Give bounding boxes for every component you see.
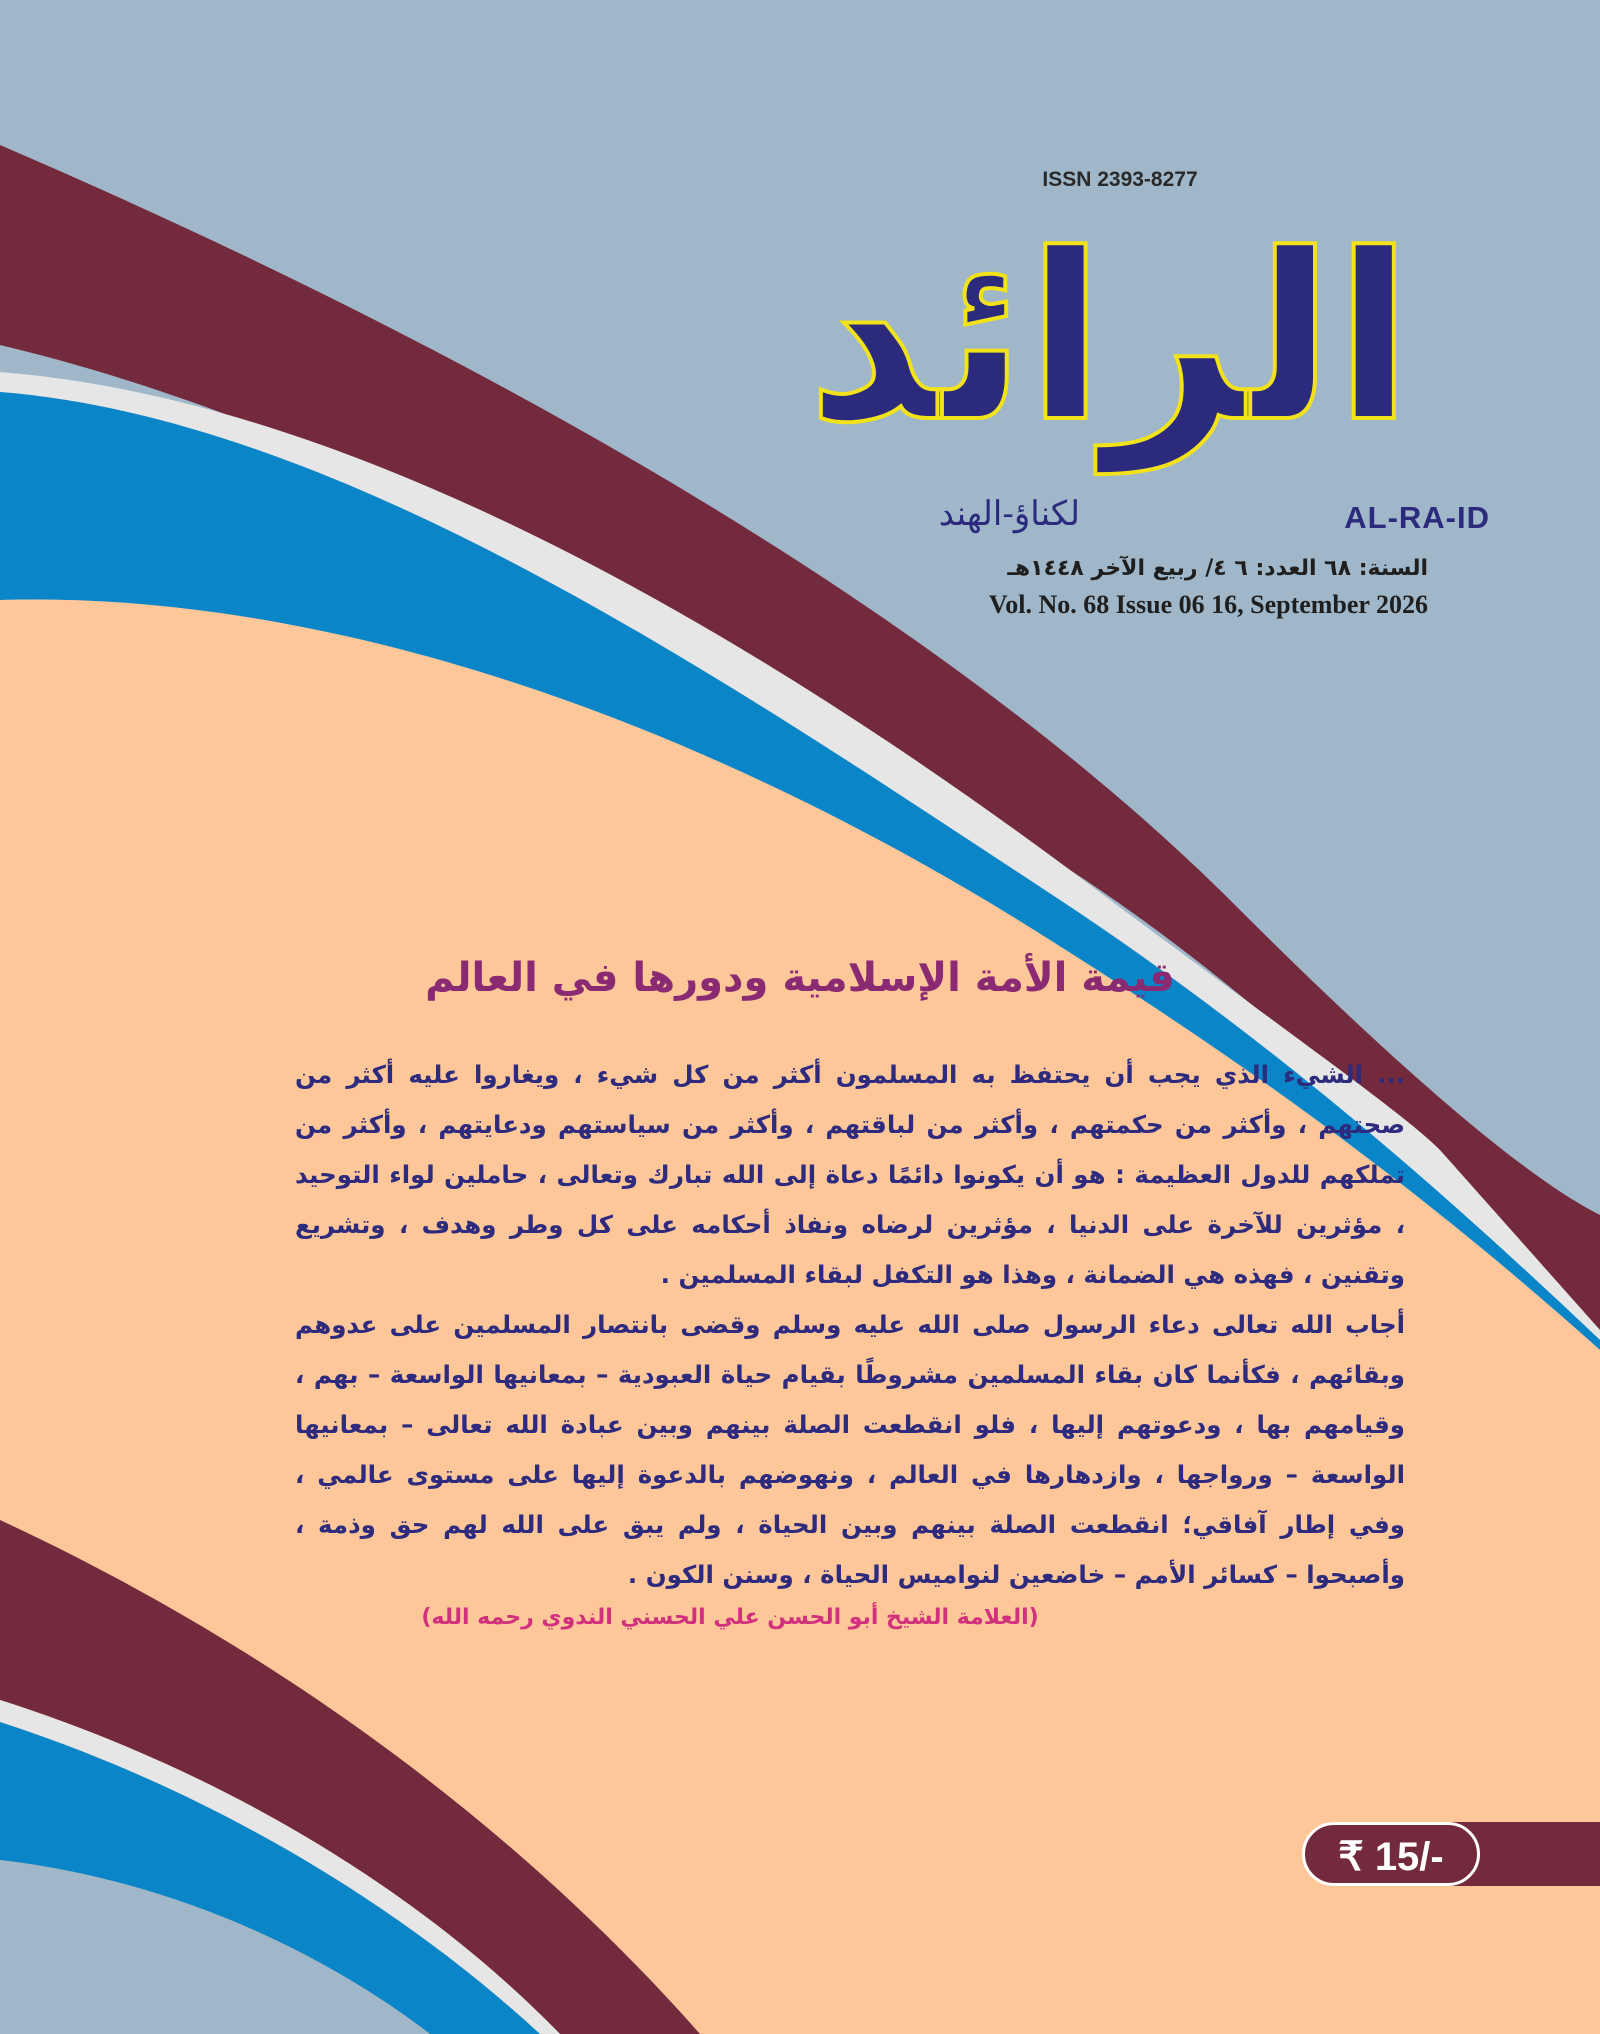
price-badge: ₹ 15/- xyxy=(1302,1822,1480,1886)
article-title: قيمة الأمة الإسلامية ودورها في العالم xyxy=(425,955,1175,1001)
article-attribution: (العلامة الشيخ أبو الحسن علي الحسني الندوي رحمه الله) xyxy=(421,1605,1039,1630)
article-paragraph-1: ... الشيء الذي يجب أن يحتفظ به المسلمون أكثر من كل شيء ، ويغاروا عليه أكثر من صحتهم ، وأكثر من حكمتهم ، وأكثر من لباقتهم ، وأكثر من سياستهم ودعايتهم ، وأكثر من تملكهم للدول العظيمة : هو أن يكونوا دائمًا دعاة إلى الله تبارك وتعالى ، حاملين لواء التوحيد ، مؤثرين للآخرة على الدنيا ، مؤثرين لرضاه ونفاذ أحكامه على كل وطر وهدف ، وتشريع وتقنين ، فهذه هي الضمانة ، وهذا هو التكفل لبقاء المسلمين . xyxy=(295,1060,1405,1289)
issn-number: ISSN 2393-8277 xyxy=(1042,168,1198,191)
article-paragraph-2: أجاب الله تعالى دعاء الرسول صلى الله عليه وسلم وقضى بانتصار المسلمين على عدوهم وبقائهم ، فكأنما كان بقاء المسلمين مشروطًا بقيام حياة العبودية – بمعانيها الواسعة – بهم ، وقيامهم بها ، ودعوتهم إليها ، فلو انقطعت الصلة بينهم وبين عبادة الله تعالى – بمعانيها الواسعة – ورواجها ، وازدهارها في العالم ، ونهوضهم بالدعوة إليها على مستوى عالمي ، وفي إطار آفاقي؛ انقطعت الصلة بينهم وبين الحياة ، ولم يبق على الله لهم حق وذمة ، وأصبحوا – كسائر الأمم – خاضعين لنواميس الحياة ، وسنن الكون . xyxy=(295,1310,1405,1589)
publication-place: لكناؤ-الهند xyxy=(938,494,1080,534)
article-body xyxy=(295,1050,1405,1600)
masthead-latin-title: AL-RA-ID xyxy=(1344,500,1490,535)
hijri-issue-date: السنة: ٦٨ العدد: ٦ ٤/ ربيع الآخر ١٤٤٨هـ xyxy=(1007,556,1428,581)
volume-issue-line: Vol. No. 68 Issue 06 16, September 2026 xyxy=(988,590,1428,619)
masthead-title: الرائد xyxy=(806,206,1414,473)
